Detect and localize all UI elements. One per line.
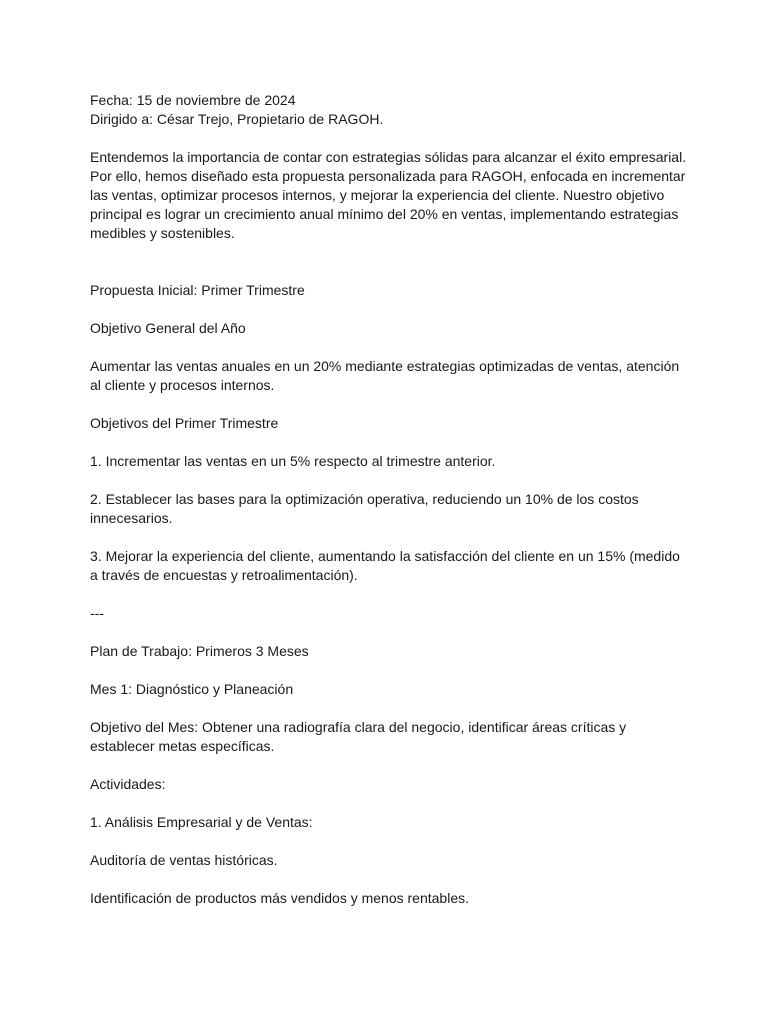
quarter-goal-item: 1. Incrementar las ventas en un 5% respecto al trimestre anterior. (90, 453, 496, 469)
proposal-title: Propuesta Inicial: Primer Trimestre (90, 282, 305, 298)
activities-heading: Actividades: (90, 776, 166, 792)
month1-heading: Mes 1: Diagnóstico y Planeación (90, 681, 294, 697)
annual-goal-text: Aumentar las ventas anuales en un 20% mediante estrategias optimizadas de ventas, atención al cliente y procesos internos. (90, 358, 680, 393)
intro-paragraph: Entendemos la importancia de contar con estrategias sólidas para alcanzar el éxito empresarial. Por ello, hemos diseñado esta propuesta personalizada para RAGOH, enfocada en incrementar las ventas, optimizar procesos internos, y mejorar la experiencia del cliente. Nuestro objetivo principal es lograr un crecimiento anual mínimo del 20% en ventas, implementando estrategias medibles y sostenibles. (90, 149, 687, 241)
document-body (90, 91, 690, 908)
month1-goal: Objetivo del Mes: Obtener una radiografía clara del negocio, identificar áreas críticas y establecer metas específicas. (90, 719, 627, 754)
quarter-goal-item: 3. Mejorar la experiencia del cliente, aumentando la satisfacción del cliente en un 15% (medido a través de encuestas y retroalimentación). (90, 548, 680, 583)
document-addressee: Dirigido a: César Trejo, Propietario de RAGOH. (90, 111, 384, 127)
activity-item: Identificación de productos más vendidos y menos rentables. (90, 890, 469, 906)
annual-goal-heading: Objetivo General del Año (90, 320, 246, 336)
quarter-goal-item: 2. Establecer las bases para la optimización operativa, reduciendo un 10% de los costos innecesarios. (90, 491, 639, 526)
activity1-heading: 1. Análisis Empresarial y de Ventas: (90, 814, 313, 830)
document-date: Fecha: 15 de noviembre de 2024 (90, 92, 296, 108)
quarter-goals-heading: Objetivos del Primer Trimestre (90, 415, 279, 431)
section-separator: --- (90, 605, 104, 621)
activity-item: Auditoría de ventas históricas. (90, 852, 278, 868)
plan-heading: Plan de Trabajo: Primeros 3 Meses (90, 643, 309, 659)
